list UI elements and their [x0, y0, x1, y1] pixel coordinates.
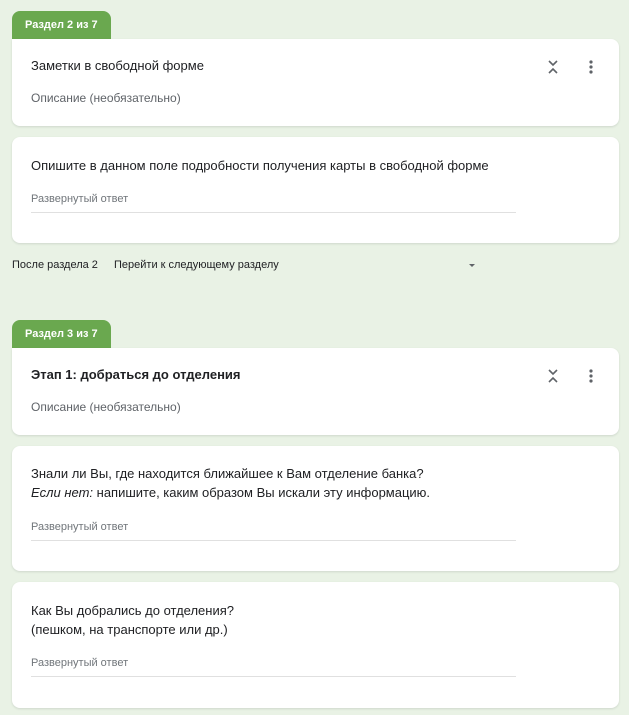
- answer-field[interactable]: Развернутый ответ: [31, 657, 516, 677]
- section-3-tab: Раздел 3 из 7: [12, 320, 111, 348]
- section-3-title[interactable]: Этап 1: добраться до отделения: [31, 367, 241, 382]
- more-vert-icon[interactable]: [579, 364, 603, 388]
- question-line-1: Как Вы добрались до отделения?: [31, 603, 234, 618]
- section-2-header-card[interactable]: [12, 39, 619, 126]
- question-line-2: (пешком, на транспорте или др.): [31, 622, 228, 637]
- section-3-question-card-1[interactable]: [12, 446, 619, 571]
- more-vert-icon[interactable]: [579, 55, 603, 79]
- question-text: [31, 464, 430, 502]
- question-text: [31, 601, 234, 639]
- section-2-title[interactable]: Заметки в свободной форме: [31, 58, 204, 73]
- section-2-tab: Раздел 2 из 7: [12, 11, 111, 39]
- question-line-2-italic: Если нет:: [31, 485, 94, 500]
- after-section-label: После раздела 2: [12, 259, 98, 271]
- collapse-icon[interactable]: [541, 55, 565, 79]
- section-3-header-card[interactable]: [12, 348, 619, 435]
- question-line-1: Знали ли Вы, где находится ближайшее к Вам отделение банка?: [31, 466, 424, 481]
- question-line-2-rest: напишите, каким образом Вы искали эту информацию.: [93, 485, 431, 500]
- collapse-icon[interactable]: [541, 364, 565, 388]
- answer-field[interactable]: Развернутый ответ: [31, 521, 516, 541]
- section-2-question-card[interactable]: [12, 137, 619, 243]
- after-section-select[interactable]: Перейти к следующему разделу: [114, 259, 279, 271]
- question-line-2: [31, 483, 430, 502]
- section-2-description[interactable]: Описание (необязательно): [31, 91, 181, 105]
- section-3-description[interactable]: Описание (необязательно): [31, 400, 181, 414]
- section-3-question-card-2[interactable]: [12, 582, 619, 708]
- dropdown-caret-icon[interactable]: [469, 264, 475, 267]
- question-text: Опишите в данном поле подробности получения карты в свободной форме: [31, 158, 489, 173]
- answer-field[interactable]: Развернутый ответ: [31, 193, 516, 213]
